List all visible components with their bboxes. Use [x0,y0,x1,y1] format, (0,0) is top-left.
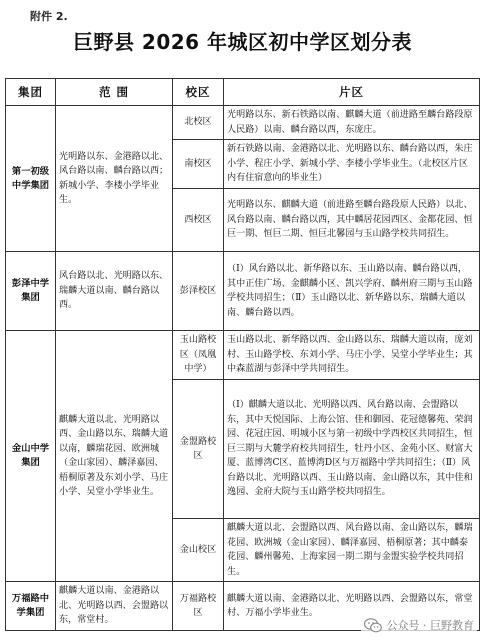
campus-zone: 新石铁路以南、金港路以北、光明路以东、麟台路以西，朱庄小学、程庄小学、新城小学、李楼小学毕业生。（北校区片区内有住宿意向的毕业生） [224,140,480,189]
campus-zone: 麒麟大道以南、金港路以北、光明路以西、会盟路以东，常堂村、万福小学毕业生。 [224,582,480,631]
district-table [5,78,480,631]
group-scope: 麒麟大道以北、光明路以西、金山路以东、瑞麟大道以南，麟瑞花园、欧洲城（金山家园）、麟泽嘉园、梧桐原著及东刘小学、马庄小学、吴堂小学毕业生。 [56,331,173,582]
group-scope: 风台路以北、光明路以东、瑞麟大道以南、麟台路以西。 [56,252,173,331]
campus-name: 金山校区 [173,519,224,582]
group-name: 金山中学集团 [6,331,56,582]
table-row [6,252,480,331]
campus-name: 南校区 [173,140,224,189]
campus-zone: （Ⅰ）麒麟大道以北、光明路以西、风台路以南、会盟路以东，其中天悦国际、上海公馆、佳和御园、花冠德馨苑、荣润园、花冠庄园、明城小区与第一初级中学西校区共同招生，恒巨三期与大麓学府校共同招生，牡丹小区、金苑小区、财富大厦、蓝博湾C区、蓝博湾D区与万福路中学共同招生；（Ⅱ）风台路以北、光明路以西、玉山路以南、金山路以东，其中佳和逸园、金府大院与玉山路学校共同招生。 [224,380,480,519]
attachment-label: 附件 2. [30,10,68,23]
header-scope: 范 围 [56,79,173,106]
page-title: 巨野县 2026 年城区初中学区划分表 [72,30,413,54]
campus-name: 彭泽校区 [173,252,224,331]
group-scope: 光明路以东、金港路以北、风台路以南、麟台路以西；新城小学、李楼小学毕业生。 [56,106,173,252]
campus-zone: （Ⅰ）风台路以北、新华路以东、玉山路以南、麟台路以西，其中正佳广场、金麒麟小区、凯兴学府、麟州府三期与玉山路学校共同招生；（Ⅱ）玉山路以北、新华路以东、瑞麟大道以南、麟台路以西。 [224,252,480,331]
wechat-icon [364,618,382,633]
campus-name: 万福路校区 [173,582,224,631]
campus-name: 西校区 [173,189,224,252]
table-row [6,331,480,380]
header-group: 集团 [6,79,56,106]
header-campus: 校区 [173,79,224,106]
campus-name: 金盟路校区 [173,380,224,519]
group-name: 万福路中学集团 [6,582,56,631]
campus-zone: 麒麟大道以北、会盟路以西、风台路以南、金山路以东，麟瑞花园、欧洲城（金山家园）、麟泽嘉园、梧桐原著；其中麟泰花园、麟州馨苑、上海家园一期二期与金盟实验学校共同招生。 [224,519,480,582]
table-header-row [6,79,480,106]
campus-name: 玉山路校区（凤凰中学） [173,331,224,380]
watermark [361,616,478,634]
campus-zone: 光明路以东、新石铁路以南、麒麟大道（前进路至麟台路段原人民路）以南、麟台路以西，东庞庄。 [224,106,480,140]
group-scope: 麒麟大道以南、金港路以北、光明路以西、会盟路以东，常堂村。 [56,582,173,631]
group-name: 彭泽中学集团 [6,252,56,331]
campus-zone: 光明路以东、麒麟大道（前进路至麟台路段原人民路）以北、风台路以南、麟台路以西，其中麟居花园西区、金都花园、恒巨一期、恒巨二期、恒巨北馨园与玉山路学校共同招生。 [224,189,480,252]
table-row [6,106,480,140]
header-zone: 片区 [224,79,480,106]
campus-zone: 玉山路以北、新华路以西、金山路以东、瑞麟大道以南，庞刘村、玉山路学校、东刘小学、马庄小学、吴堂小学毕业生；其中森蓝湖与彭泽中学共同招生。 [224,331,480,380]
watermark-text: 公众号 · 巨野教育 [386,619,474,632]
campus-name: 北校区 [173,106,224,140]
group-name: 第一初级中学集团 [6,106,56,252]
